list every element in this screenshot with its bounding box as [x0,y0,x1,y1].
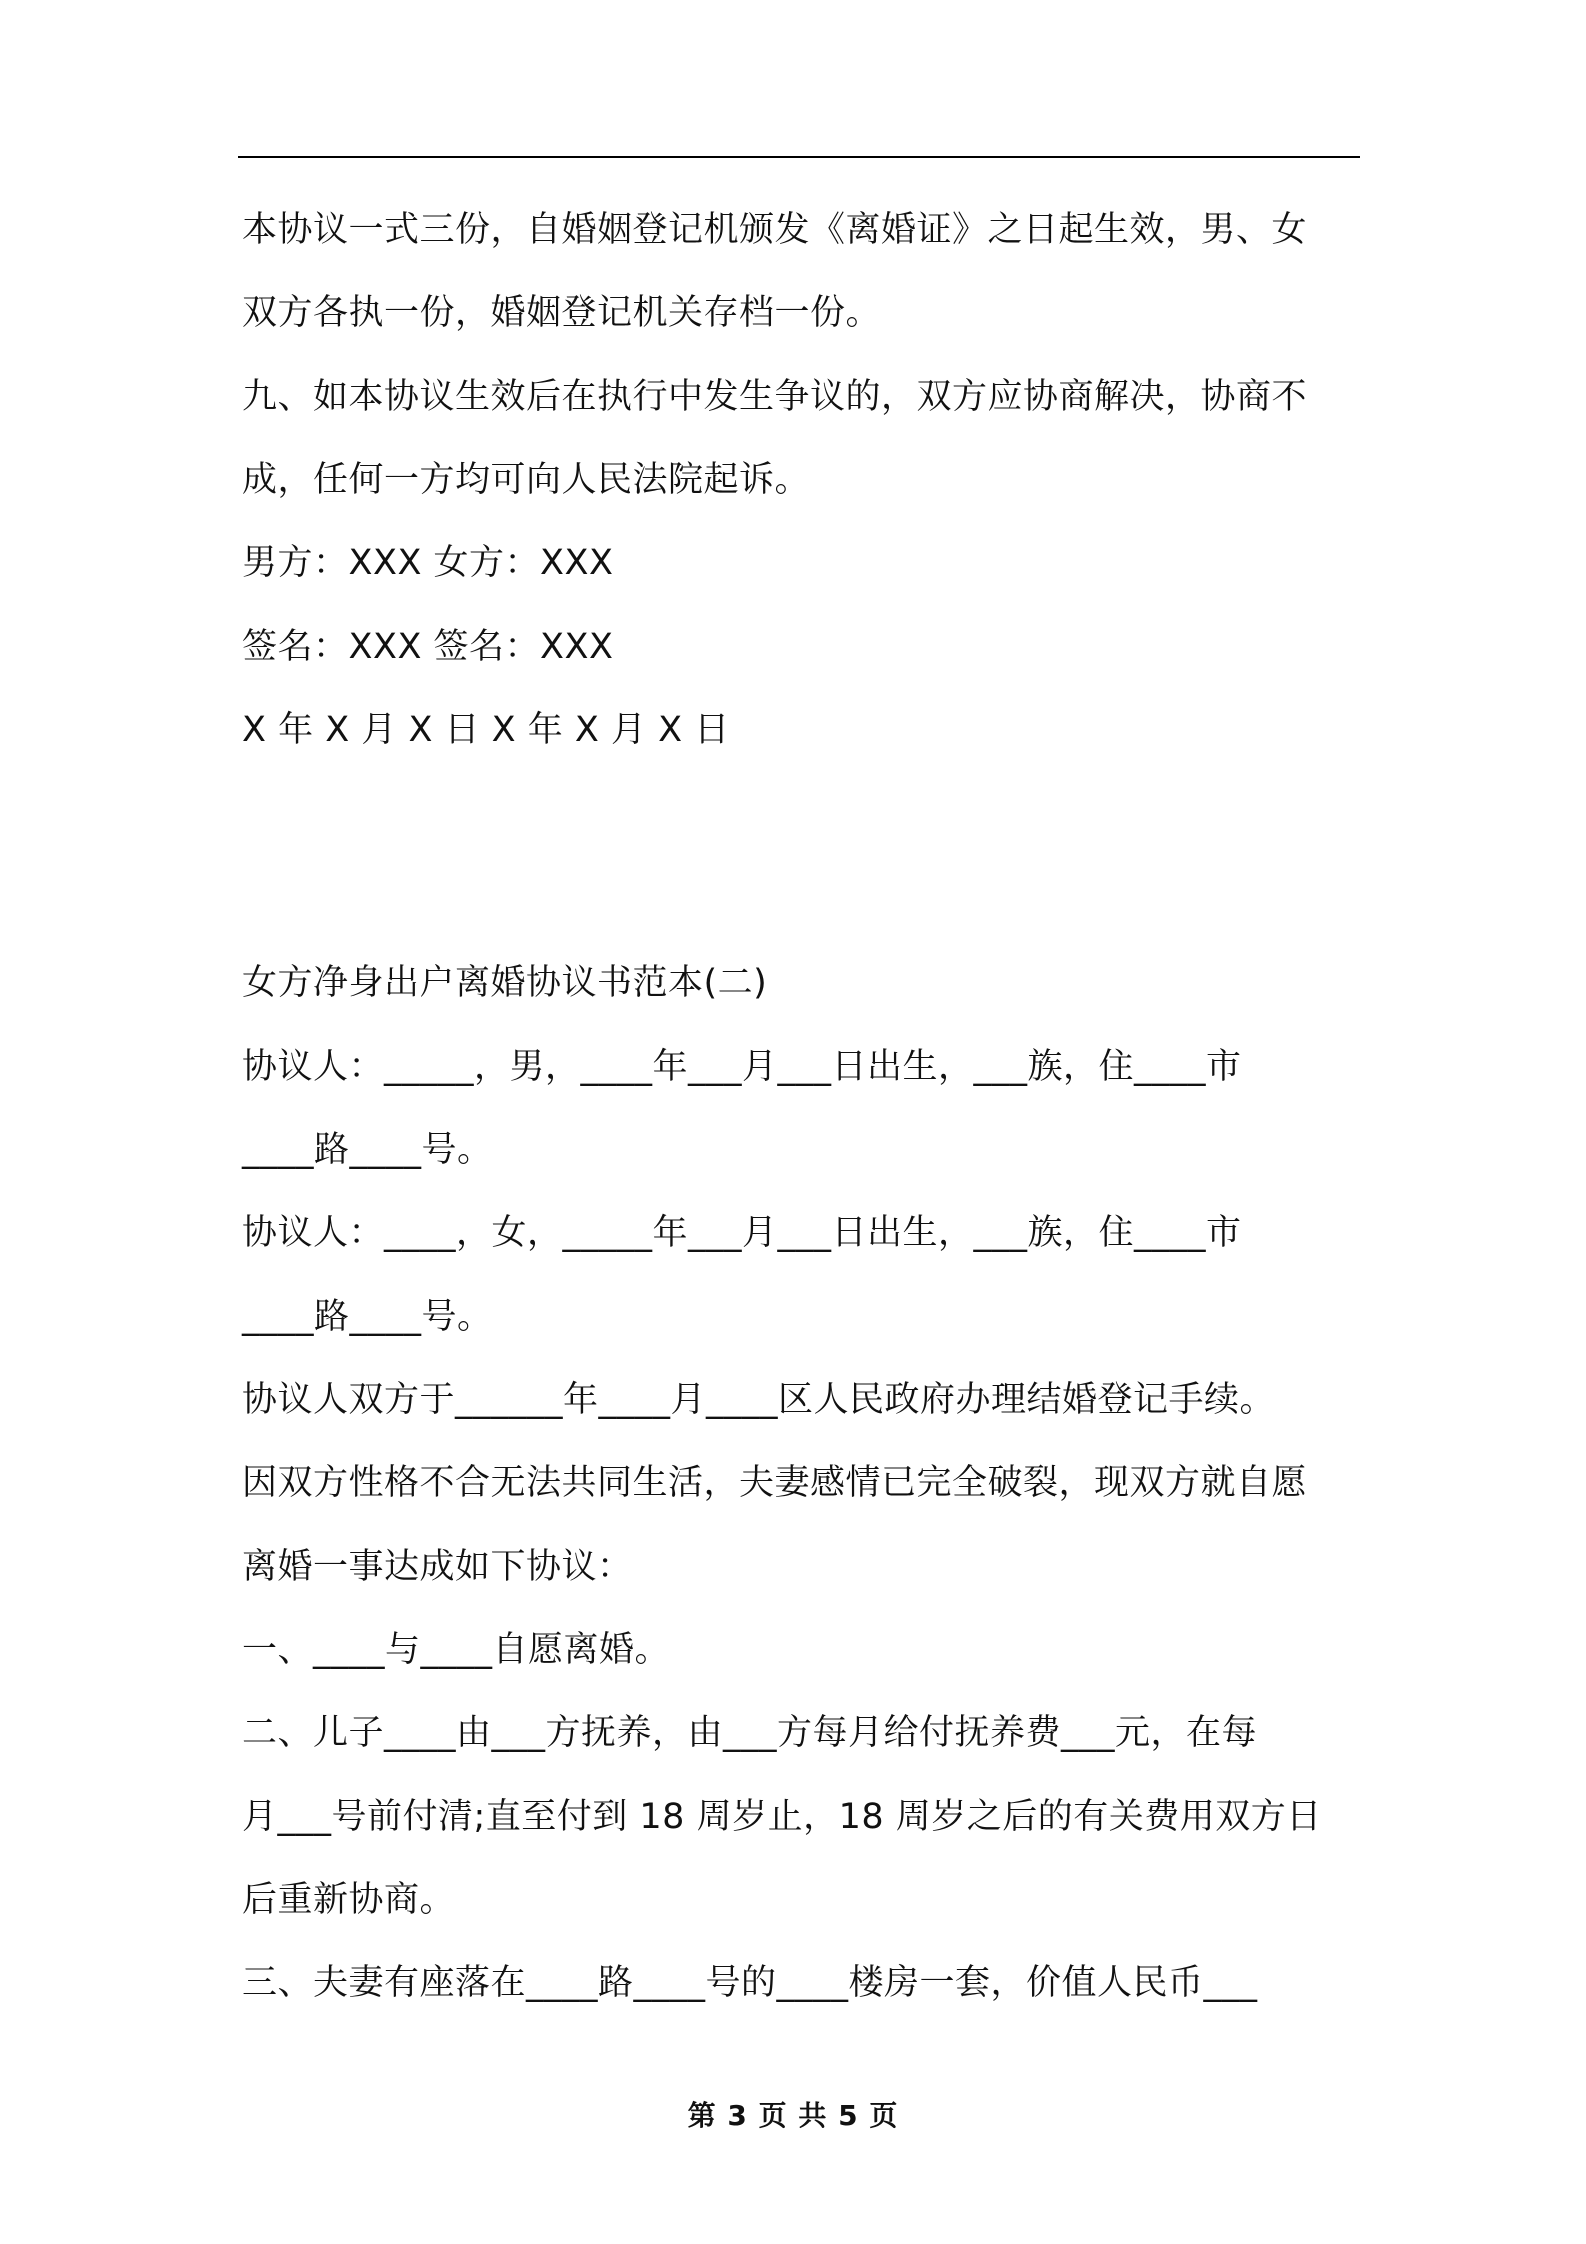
header-rule [238,156,1360,158]
text-line: 离婚一事达成如下协议： [242,1547,633,1587]
text-line: 九、如本协议生效后在执行中发生争议的，双方应协商解决，协商不 [242,377,1308,417]
text-line: X 年 X 月 X 日 X 年 X 月 X 日 [242,710,730,750]
text-line: 签名：XXX 签名：XXX [242,627,614,667]
text-line: 协议人：____，女，_____年___月___日出生，___族，住____市 [242,1213,1242,1253]
page-number-footer: 第 3 页 共 5 页 [687,2099,899,2132]
text-line: 双方各执一份，婚姻登记机关存档一份。 [242,293,882,333]
text-line: 协议人：_____，男，____年___月___日出生，___族，住____市 [242,1047,1242,1087]
text-line: 后重新协商。 [242,1880,456,1920]
text-line: 协议人双方于______年____月____区人民政府办理结婚登记手续。 [242,1380,1276,1420]
text-line: 二、儿子____由___方抚养，由___方每月给付抚养费___元，在每 [242,1713,1258,1753]
text-line: 因双方性格不合无法共同生活，夫妻感情已完全破裂，现双方就自愿 [242,1463,1308,1503]
section-heading: 女方净身出户离婚协议书范本(二) [242,963,768,1003]
text-line: 月___号前付清;直至付到 18 周岁止，18 周岁之后的有关费用双方日 [242,1797,1322,1837]
text-line: 一、____与____自愿离婚。 [242,1630,671,1670]
text-line: 三、夫妻有座落在____路____号的____楼房一套，价值人民币___ [242,1963,1258,2003]
text-line: ____路____号。 [242,1297,493,1337]
text-line: 成，任何一方均可向人民法院起诉。 [242,460,811,500]
text-line: 男方：XXX 女方：XXX [242,543,614,583]
text-line: 本协议一式三份，自婚姻登记机颁发《离婚证》之日起生效，男、女 [242,210,1308,250]
text-line: ____路____号。 [242,1130,493,1170]
